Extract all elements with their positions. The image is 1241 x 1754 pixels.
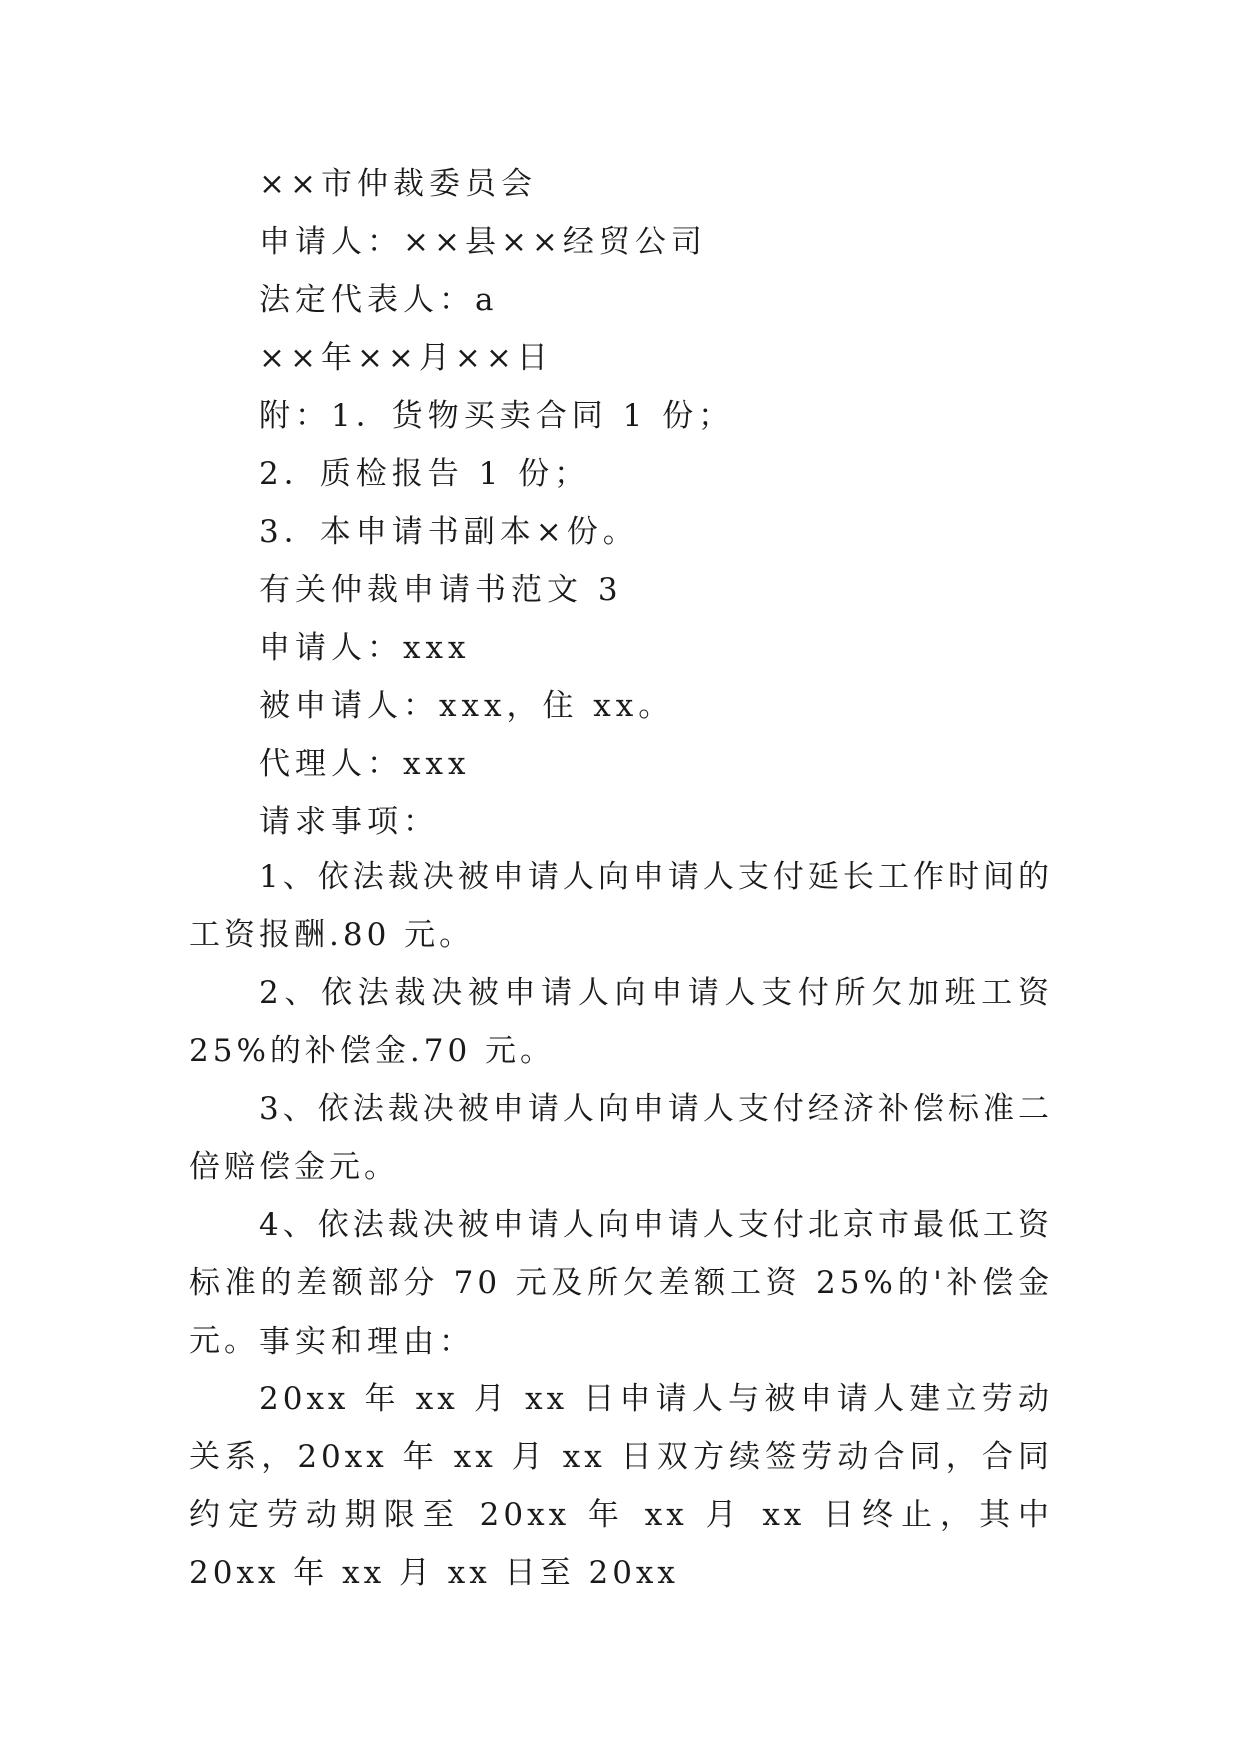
addressee-line: ××市仲裁委员会 [259, 166, 537, 202]
facts-paragraph: 20xx 年 xx 月 xx 日申请人与被申请人建立劳动关系，20xx 年 xx 月 xx 日双方续签劳动合同，合同约定劳动期限至 20xx 年 xx 月 xx 日终止，其中 20xx 年 xx 月 xx 日至 20xx [189, 1381, 1053, 1591]
applicant-line: 申请人：××县××经贸公司 [259, 224, 707, 260]
claim-paragraph-1: 1、依法裁决被申请人向申请人支付延长工作时间的工资报酬.80 元。 [189, 859, 1053, 953]
applicant-line-2: 申请人：xxx [259, 630, 471, 666]
section-title: 有关仲裁申请书范文 3 [259, 572, 623, 608]
date-line: ××年××月××日 [259, 340, 553, 376]
legal-representative-line: 法定代表人：a [259, 282, 499, 318]
claim-paragraph-4: 4、依法裁决被申请人向申请人支付北京市最低工资标准的差额部分 70 元及所欠差额工资 25%的'补偿金元。 [189, 1207, 1053, 1359]
respondent-line: 被申请人：xxx，住 xx。 [259, 688, 675, 724]
attachment-item-2: 2．质检报告 1 份； [259, 456, 591, 492]
requests-heading: 请求事项： [259, 804, 439, 840]
claim-paragraph-3: 3、依法裁决被申请人向申请人支付经济补偿标准二倍赔偿金元。 [189, 1091, 1053, 1185]
facts-heading: 事实和理由： [259, 1324, 475, 1360]
attachment-item-3: 3．本申请书副本×份。 [259, 514, 639, 550]
claim-paragraph-2: 2、依法裁决被申请人向申请人支付所欠加班工资 25%的补偿金.70 元。 [189, 975, 1053, 1069]
attachment-item-1: 附：1．货物买卖合同 1 份； [259, 398, 735, 434]
agent-line: 代理人：xxx [259, 746, 471, 782]
